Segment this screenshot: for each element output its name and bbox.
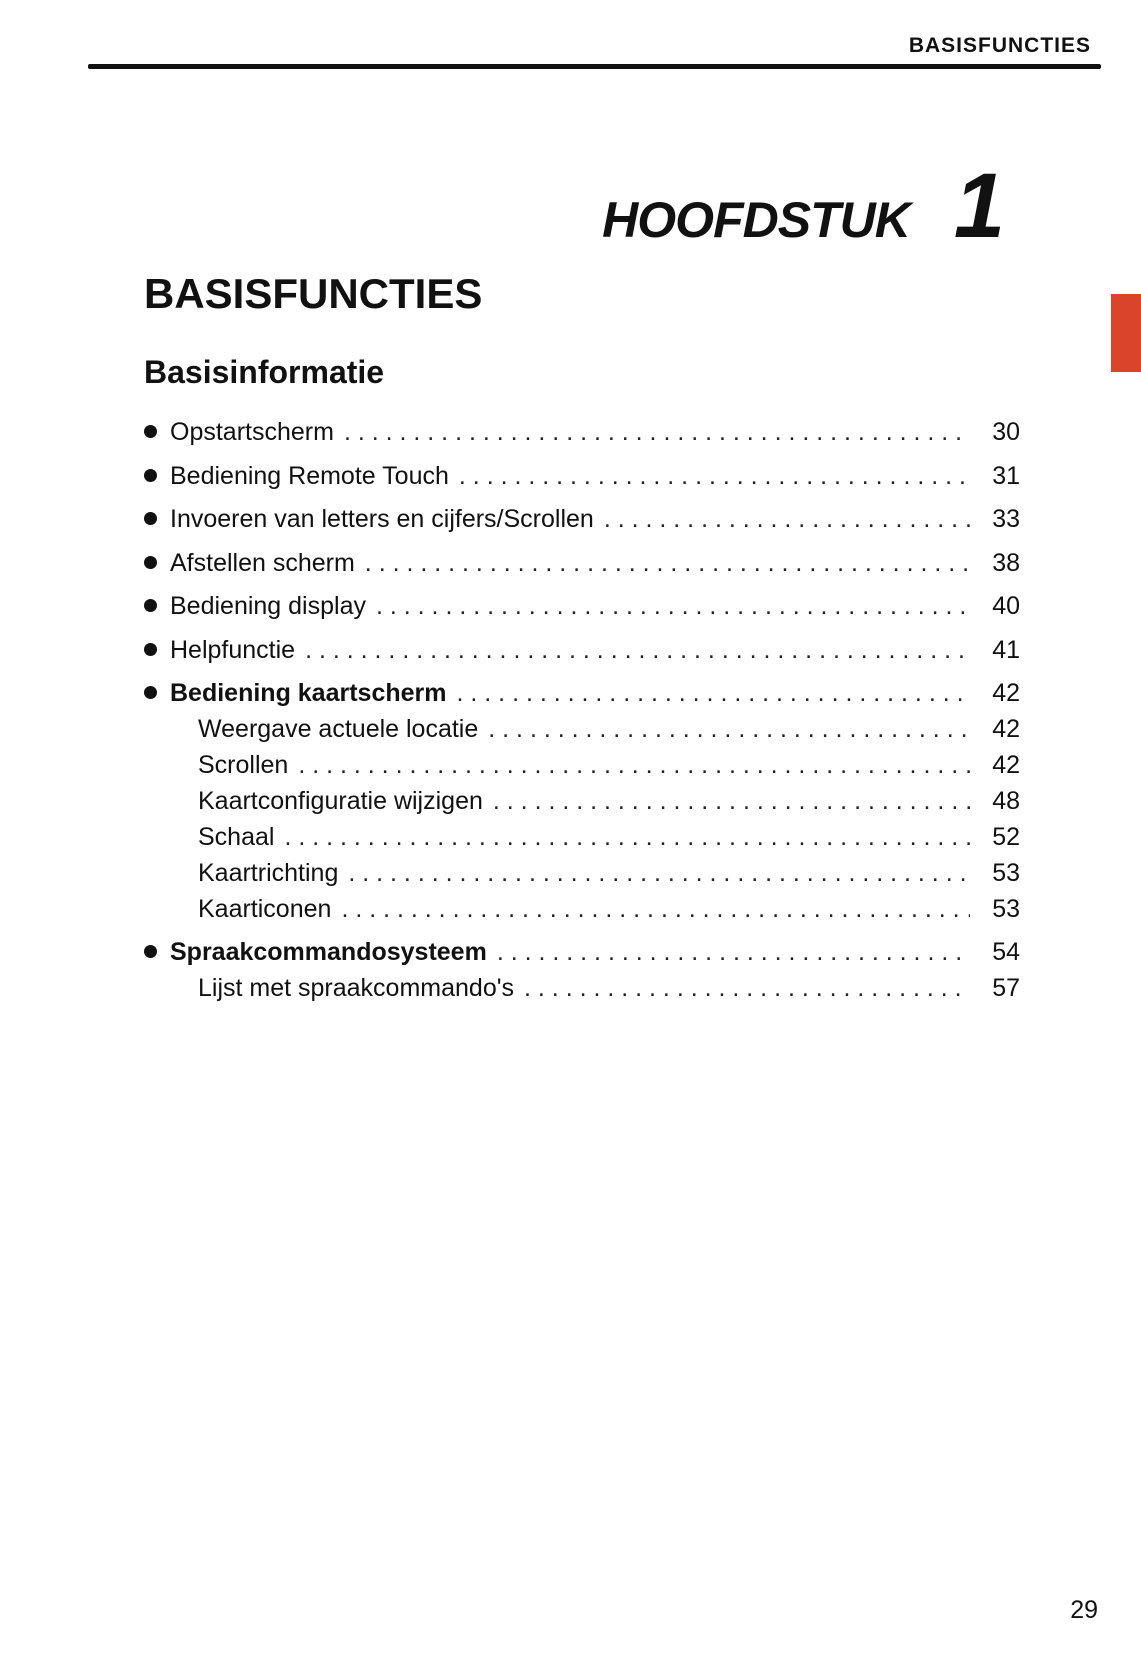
toc-entry-label: Weergave actuele locatie — [198, 715, 479, 743]
leader-dots — [298, 751, 970, 780]
toc-entry[interactable] — [144, 636, 1020, 680]
toc-subentry[interactable] — [144, 895, 1020, 931]
leader-dots — [497, 938, 970, 967]
toc-entry-page: 41 — [992, 635, 1020, 664]
toc-entry-page: 42 — [992, 715, 1020, 743]
toc-entry-label: Bediening kaartscherm — [170, 679, 447, 707]
toc-entry-label: Bediening display — [170, 592, 366, 620]
chapter-side-tab — [1111, 294, 1141, 372]
toc-entry-label: Kaartconfiguratie wijzigen — [198, 787, 483, 815]
leader-dots — [493, 787, 970, 816]
leader-dots — [305, 636, 970, 665]
bullet-icon — [144, 599, 157, 612]
toc-entry-page: 30 — [992, 418, 1020, 446]
toc-subentry[interactable] — [144, 823, 1020, 859]
toc-entry-page: 40 — [992, 592, 1020, 620]
toc-entry-label: Opstartscherm — [170, 418, 334, 446]
toc-entry-page: 42 — [992, 679, 1020, 707]
header-rule — [88, 64, 1101, 69]
toc-entry-page: 31 — [992, 461, 1020, 490]
toc-entry-page: 42 — [992, 751, 1020, 779]
toc-entry-label: Invoeren van letters en cijfers/Scrollen — [170, 505, 594, 533]
leader-dots — [341, 895, 970, 924]
toc-entry-page: 48 — [992, 787, 1020, 815]
toc-entry-label: Scrollen — [198, 751, 289, 779]
bullet-icon — [144, 643, 157, 656]
leader-dots — [604, 505, 970, 534]
toc-entry-label: Bediening Remote Touch — [170, 461, 449, 490]
leader-dots — [459, 462, 970, 491]
toc-subentry[interactable] — [144, 715, 1020, 751]
leader-dots — [284, 823, 970, 852]
toc-entry-label: Spraakcommandosysteem — [170, 938, 487, 966]
toc-entry-label: Kaartrichting — [198, 859, 339, 887]
leader-dots — [524, 974, 970, 1003]
toc-entry-label: Helpfunctie — [170, 635, 296, 664]
toc-entry[interactable] — [144, 938, 1020, 974]
page-title: BASISFUNCTIES — [144, 270, 483, 317]
toc-entry-label: Afstellen scherm — [170, 548, 355, 577]
toc-entry[interactable] — [144, 505, 1020, 549]
toc-entry[interactable] — [144, 549, 1020, 593]
bullet-icon — [144, 556, 157, 569]
bullet-icon — [144, 469, 157, 482]
toc-subentry[interactable] — [144, 787, 1020, 823]
toc-entry-label: Schaal — [198, 823, 275, 851]
toc-subentry[interactable] — [144, 751, 1020, 787]
leader-dots — [488, 715, 970, 744]
leader-dots — [457, 679, 971, 708]
leader-dots — [348, 859, 970, 888]
toc-entry-page: 53 — [992, 895, 1020, 923]
toc-entry[interactable] — [144, 679, 1020, 715]
toc-entry-page: 38 — [992, 548, 1020, 577]
leader-dots — [365, 549, 970, 578]
toc-entry-page: 33 — [992, 505, 1020, 533]
table-of-contents — [144, 418, 1020, 1010]
chapter-heading — [602, 155, 1005, 257]
leader-dots — [376, 592, 970, 621]
bullet-icon — [144, 512, 157, 525]
leader-dots — [344, 418, 970, 447]
section-title: Basisinformatie — [144, 354, 385, 390]
chapter-number: 1 — [953, 155, 1005, 257]
toc-entry-page: 52 — [992, 823, 1020, 851]
toc-subentry[interactable] — [144, 974, 1020, 1010]
bullet-icon — [144, 425, 157, 438]
page-number: 29 — [1070, 1596, 1098, 1624]
toc-entry[interactable] — [144, 418, 1020, 462]
toc-entry-label: Lijst met spraakcommando's — [198, 974, 515, 1002]
running-head: BASISFUNCTIES — [908, 34, 1091, 57]
toc-subentry[interactable] — [144, 859, 1020, 895]
bullet-icon — [144, 945, 157, 958]
bullet-icon — [144, 686, 157, 699]
toc-entry[interactable] — [144, 592, 1020, 636]
toc-entry[interactable] — [144, 462, 1020, 506]
toc-entry-page: 53 — [992, 859, 1020, 887]
toc-entry-page: 54 — [992, 938, 1020, 966]
chapter-word: HOOFDSTUK — [602, 192, 910, 248]
toc-entry-label: Kaarticonen — [198, 895, 332, 923]
toc-entry-page: 57 — [992, 974, 1020, 1002]
